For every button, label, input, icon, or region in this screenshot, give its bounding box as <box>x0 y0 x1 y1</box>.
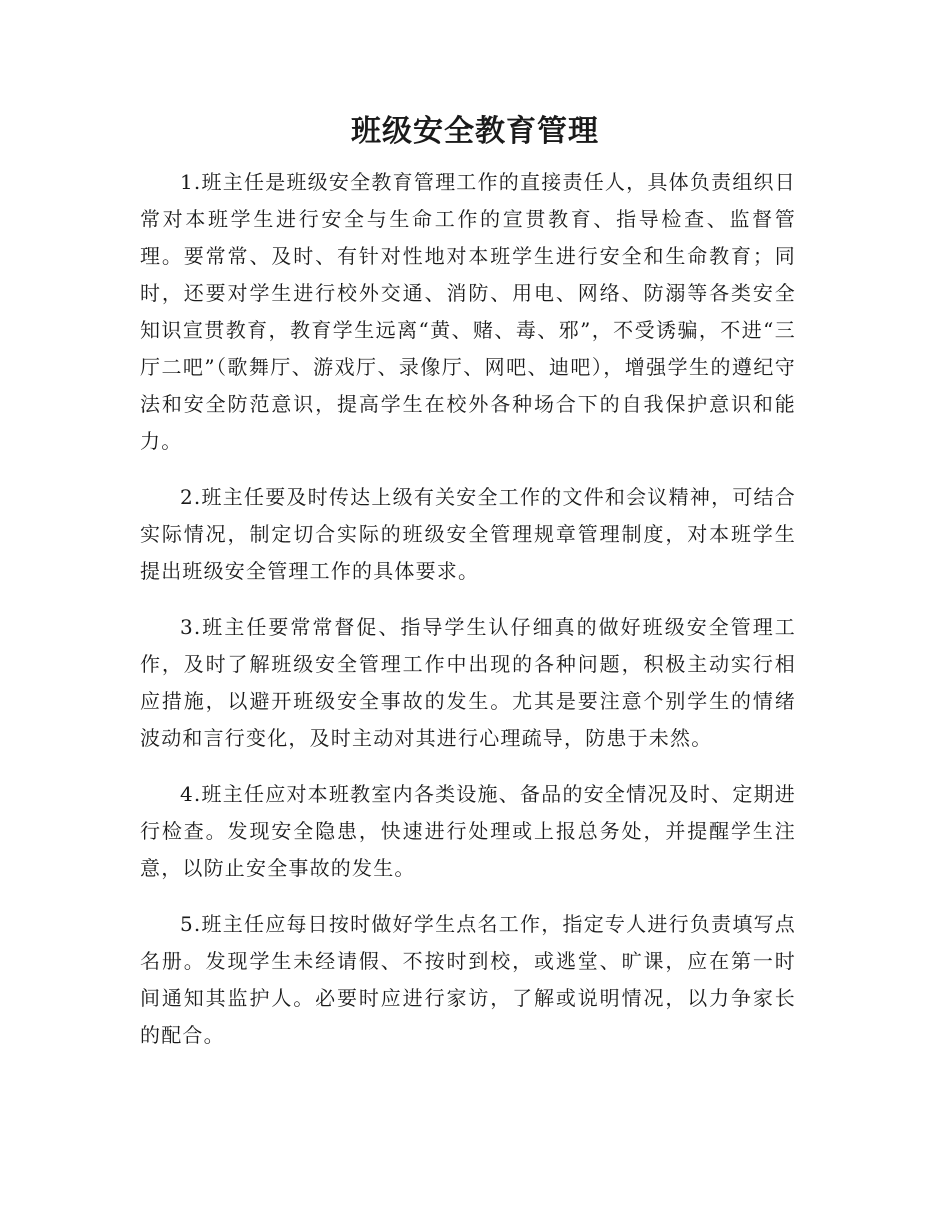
paragraph-1: 1.班主任是班级安全教育管理工作的直接责任人，具体负责组织日常对本班学生进行安全与生命工作的宣贯教育、指导检查、监督管理。要常常、及时、有针对性地对本班学生进行安全和生命教育；同时，还要对学生进行校外交通、消防、用电、网络、防溺等各类安全知识宣贯教育，教育学生远离“黄、赌、毒、邪”，不受诱骗，不进“三厅二吧”（歌舞厅、游戏厅、录像厅、网吧、迪吧），增强学生的遵纪守法和安全防范意识，提高学生在校外各种场合下的自我保护意识和能力。 <box>140 170 796 453</box>
paragraph-4: 4.班主任应对本班教室内各类设施、备品的安全情况及时、定期进行检查。发现安全隐患，快速进行处理或上报总务处，并提醒学生注意，以防止安全事故的发生。 <box>140 782 796 880</box>
document-title: 班级安全教育管理 <box>351 114 599 149</box>
document-body <box>140 164 796 1073</box>
paragraph-5: 5.班主任应每日按时做好学生点名工作，指定专人进行负责填写点名册。发现学生未经请假、不按时到校，或逃堂、旷课，应在第一时间通知其监护人。必要时应进行家访，了解或说明情况，以力争家长的配合。 <box>140 912 796 1047</box>
paragraph-3: 3.班主任要常常督促、指导学生认仔细真的做好班级安全管理工作，及时了解班级安全管理工作中出现的各种问题，积极主动实行相应措施，以避开班级安全事故的发生。尤其是要注意个别学生的情绪波动和言行变化，及时主动对其进行心理疏导，防患于未然。 <box>140 615 796 750</box>
paragraph-2: 2.班主任要及时传达上级有关安全工作的文件和会议精神，可结合实际情况，制定切合实际的班级安全管理规章管理制度，对本班学生提出班级安全管理工作的具体要求。 <box>140 485 796 583</box>
